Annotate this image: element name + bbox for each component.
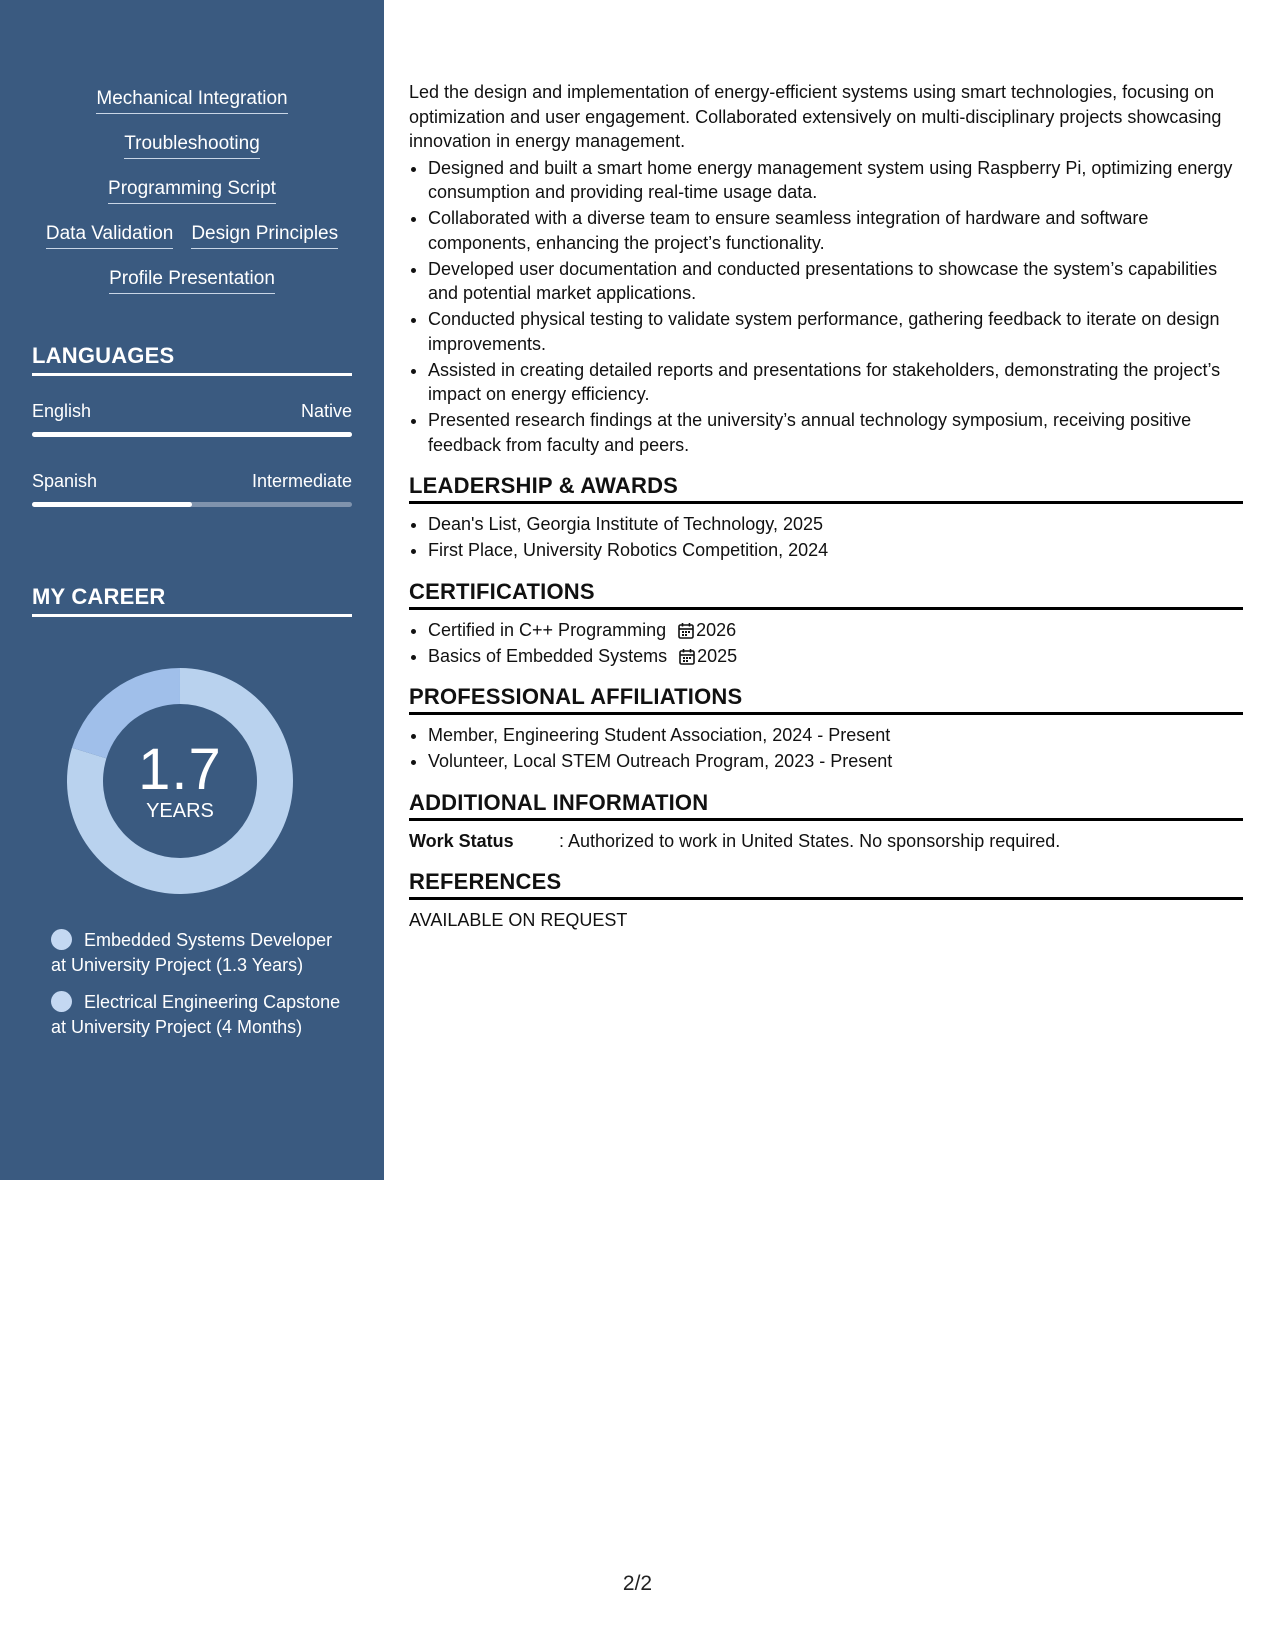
leadership-list (409, 512, 1243, 563)
sidebar (0, 0, 384, 1180)
experience-bullet: • Designed and built a smart home energy management system using Raspberry Pi, optimizing energy consumption and providing real-time usage data. (428, 156, 1243, 205)
references-text: AVAILABLE ON REQUEST (409, 909, 628, 930)
career-total-unit: YEARS (146, 800, 214, 822)
experience-summary: Led the design and implementation of energy-efficient systems using smart technologies, focusing on optimization and user engagement. Collaborated extensively on multi-disciplinary projects showcasing innovation in energy management. (409, 82, 1222, 151)
language-bar-fill (32, 432, 352, 437)
skill-tag: Profile Presentation (109, 266, 275, 294)
work-status-label: Work Status (409, 830, 514, 851)
language-bar (32, 432, 352, 437)
experience-bullet: • Assisted in creating detailed reports and presentations for stakeholders, demonstrating the project’s impact on energy efficiency. (428, 358, 1243, 407)
skill-tag: Troubleshooting (124, 131, 260, 159)
career-heading: MY CAREER (32, 584, 352, 617)
skill-tag: Data Validation (46, 221, 173, 249)
language-name: Spanish (32, 471, 98, 491)
skill-tag: Programming Script (108, 176, 276, 204)
certification-name: Basics of Embedded Systems (428, 645, 668, 666)
language-name: English (32, 401, 92, 421)
leadership-item: • Dean's List, Georgia Institute of Technology, 2025 (428, 512, 1243, 537)
skill-tag: Design Principles (191, 221, 338, 249)
language-level: Intermediate (251, 471, 352, 491)
certification-name: Certified in C++ Programming (428, 619, 667, 640)
language-english (32, 401, 352, 437)
certification-year: 2025 (697, 645, 738, 666)
career-item-label: Embedded Systems Developer at University Project (1.3 Years) (51, 930, 333, 975)
bullet-dot-icon (51, 929, 72, 950)
skill-row (32, 266, 352, 311)
experience-bullet: • Developed user documentation and conducted presentations to showcase the system’s capabilities and potential market applications. (428, 257, 1243, 306)
certification-item (428, 618, 1243, 643)
main-content (409, 80, 1243, 932)
skill-row (32, 221, 352, 266)
certifications-heading: CERTIFICATIONS (409, 579, 1243, 610)
affiliation-item: • Member, Engineering Student Association, 2024 - Present (428, 723, 1243, 748)
additional-info-heading: ADDITIONAL INFORMATION (409, 790, 1243, 821)
calendar-icon (678, 622, 694, 639)
experience-bullets (409, 156, 1243, 458)
page-number: 2/2 (622, 1572, 653, 1595)
certification-item (428, 644, 1243, 669)
language-bar-fill (32, 502, 192, 507)
skill-row (32, 176, 352, 221)
career-list (51, 928, 341, 1052)
language-bar (32, 502, 352, 507)
certification-year: 2026 (696, 619, 737, 640)
certifications-list (409, 618, 1243, 669)
languages-heading: LANGUAGES (32, 343, 352, 376)
bullet-dot-icon (51, 991, 72, 1012)
career-item (51, 928, 341, 977)
affiliations-heading: PROFESSIONAL AFFILIATIONS (409, 684, 1243, 715)
skill-row (32, 131, 352, 176)
career-item-label: Electrical Engineering Capstone at University Project (4 Months) (51, 992, 341, 1037)
career-total-value: 1.7 (138, 737, 222, 802)
experience-bullet: • Conducted physical testing to validate system performance, gathering feedback to iterate on design improvements. (428, 307, 1243, 356)
affiliation-item: • Volunteer, Local STEM Outreach Program, 2023 - Present (428, 749, 1243, 774)
skill-tag: Mechanical Integration (96, 86, 287, 114)
skills-list (32, 86, 352, 311)
leadership-item: • First Place, University Robotics Competition, 2024 (428, 538, 1243, 563)
language-spanish (32, 471, 352, 507)
references-heading: REFERENCES (409, 869, 1243, 900)
experience-bullet: • Collaborated with a diverse team to ensure seamless integration of hardware and software components, enhancing the project’s functionality. (428, 206, 1243, 255)
language-level: Native (300, 401, 352, 421)
work-status-value: : Authorized to work in United States. No sponsorship required. (559, 830, 1061, 851)
career-item (51, 990, 341, 1039)
affiliations-list (409, 723, 1243, 774)
experience-bullet: • Presented research findings at the university’s annual technology symposium, receiving positive feedback from faculty and peers. (428, 408, 1243, 457)
work-status-row (409, 829, 1243, 853)
calendar-icon (679, 648, 695, 665)
leadership-heading: LEADERSHIP & AWARDS (409, 473, 1243, 504)
skill-row (32, 86, 352, 131)
